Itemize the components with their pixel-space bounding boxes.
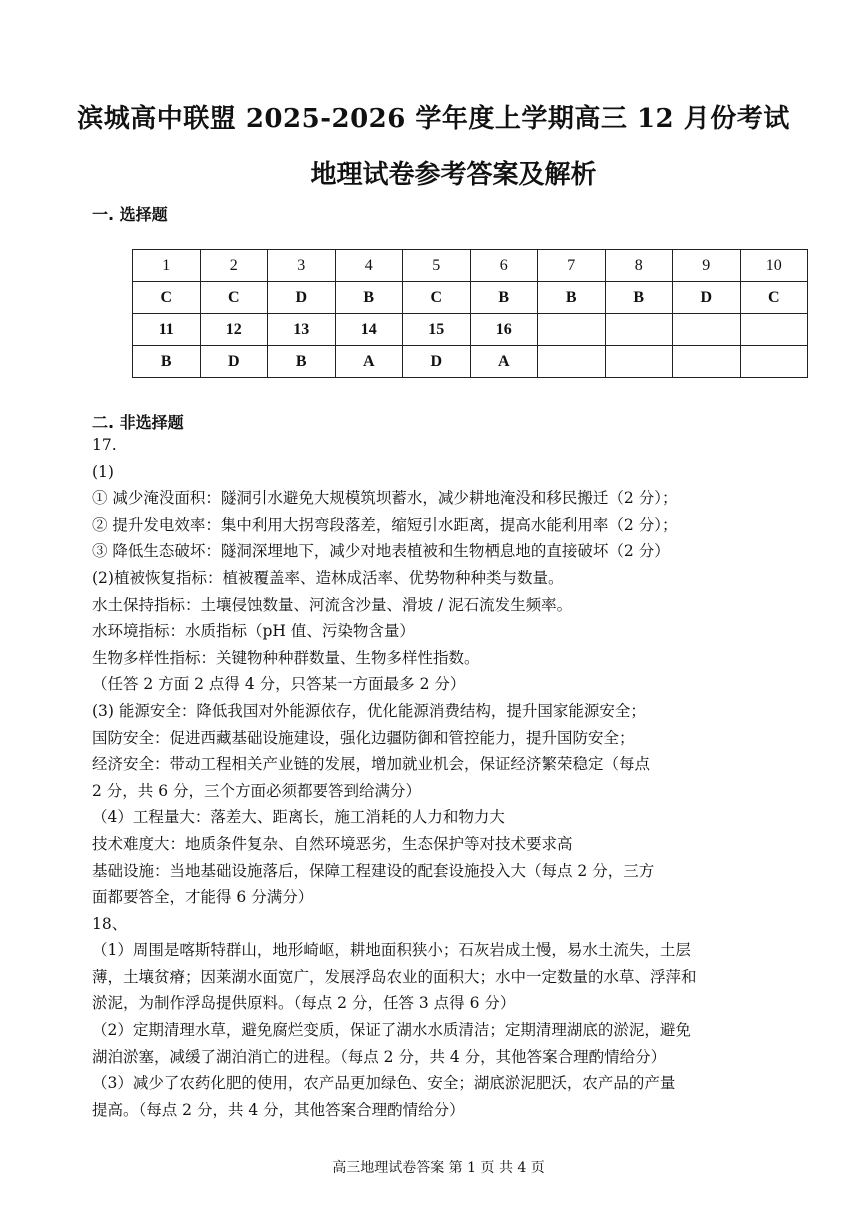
table-row [133,314,808,346]
table-cell: 4 [335,250,403,282]
table-cell: D [268,282,336,314]
answer-table [132,249,808,378]
answer-line: (2)植被恢复指标：植被覆盖率、造林成活率、优势物种种类与数量。 [92,568,564,587]
page-title: 滨城高中联盟 2025-2026 学年度上学期高三 12 月份考试 [77,104,790,134]
table-cell: B [538,282,606,314]
table-row [133,250,808,282]
answer-line: (1) [92,462,114,481]
table-cell: B [268,346,336,378]
answer-body [92,432,792,1123]
table-cell: B [470,282,538,314]
table-cell: D [403,346,471,378]
table-cell [605,314,673,346]
table-cell: B [605,282,673,314]
table-cell [538,314,606,346]
answer-line: 技术难度大：地质条件复杂、自然环境恶劣，生态保护等对技术要求高 [92,834,573,853]
page-footer: 高三地理试卷答案 第 1 页 共 4 页 [332,1160,545,1176]
table-cell [740,346,808,378]
table-cell: C [200,282,268,314]
table-cell: 5 [403,250,471,282]
table-cell: 11 [133,314,201,346]
table-cell [740,314,808,346]
answer-line: 2 分，共 6 分，三个方面必须都要答到给满分） [92,781,422,800]
table-cell: C [740,282,808,314]
table-cell: 1 [133,250,201,282]
answer-line: (3) 能源安全：降低我国对外能源依存，优化能源消费结构，提升国家能源安全； [92,701,646,720]
answer-line: ③ 降低生态破坏：隧洞深埋地下，减少对地表植被和生物栖息地的直接破坏（2 分） [92,542,670,561]
answer-line: ② 提升发电效率：集中利用大拐弯段落差，缩短引水距离，提高水能利用率（2 分）； [92,515,678,534]
answer-line: （4）工程量大：落差大、距离长，施工消耗的人力和物力大 [92,808,505,827]
answer-line: （3）减少了农药化肥的使用，农产品更加绿色、安全；湖底淤泥肥沃，农产品的产量 [92,1074,676,1093]
table-cell [605,346,673,378]
table-cell [673,346,741,378]
answer-line: 水环境指标：水质指标（pH 值、污染物含量） [92,622,415,641]
answer-line: 经济安全：带动工程相关产业链的发展，增加就业机会，保证经济繁荣稳定（每点 [92,755,651,774]
table-cell: C [133,282,201,314]
answer-line: 淤泥，为制作浮岛提供原料。（每点 2 分，任答 3 点得 6 分） [92,994,516,1013]
table-cell: 8 [605,250,673,282]
table-cell: 14 [335,314,403,346]
table-cell [673,314,741,346]
answer-line: 面都要答全，才能得 6 分满分） [92,888,314,907]
table-cell: 15 [403,314,471,346]
table-cell: D [673,282,741,314]
table-row [133,346,808,378]
table-cell: B [133,346,201,378]
table-cell: 10 [740,250,808,282]
answer-line: 薄，土壤贫瘠；因莱湖水面宽广，发展浮岛农业的面积大；水中一定数量的水草、浮萍和 [92,967,697,986]
table-cell: 13 [268,314,336,346]
table-cell: 16 [470,314,538,346]
answer-line: 湖泊淤塞，减缓了湖泊消亡的进程。（每点 2 分，共 4 分，其他答案合理酌情给分） [92,1047,667,1066]
table-cell [538,346,606,378]
section-heading-choice: 一. 选择题 [92,205,168,224]
answer-line: 17. [92,436,117,454]
answer-line: 水土保持指标：土壤侵蚀数量、河流含沙量、滑坡 / 泥石流发生频率。 [92,595,573,614]
answer-line: 提高。（每点 2 分，共 4 分，其他答案合理酌情给分） [92,1100,465,1119]
table-cell: 3 [268,250,336,282]
section-heading-nonchoice: 二. 非选择题 [92,413,184,432]
answer-line: （2）定期清理水草，避免腐烂变质，保证了湖水水质清洁；定期清理湖底的淤泥，避免 [92,1021,691,1040]
table-cell: 2 [200,250,268,282]
table-cell: C [403,282,471,314]
answer-line: 基础设施：当地基础设施落后，保障工程建设的配套设施投入大（每点 2 分，三方 [92,861,655,880]
table-cell: 7 [538,250,606,282]
table-cell: 12 [200,314,268,346]
table-row [133,282,808,314]
answer-line: （1）周围是喀斯特群山，地形崎岖，耕地面积狭小；石灰岩成土慢，易水土流失，土层 [92,941,691,960]
table-cell: A [470,346,538,378]
answer-line: ① 减少淹没面积：隧洞引水避免大规模筑坝蓄水，减少耕地淹没和移民搬迁（2 分）； [92,489,678,508]
table-cell: 6 [470,250,538,282]
page-subtitle: 地理试卷参考答案及解析 [310,160,597,190]
answer-line: 国防安全：促进西藏基础设施建设，强化边疆防御和管控能力，提升国防安全； [92,728,635,747]
answer-line: （任答 2 方面 2 点得 4 分，只答某一方面最多 2 分） [92,675,466,694]
answer-line: 18、 [92,914,128,933]
answer-line: 生物多样性指标：关键物种种群数量、生物多样性指数。 [92,648,480,667]
table-cell: B [335,282,403,314]
table-cell: A [335,346,403,378]
table-cell: 9 [673,250,741,282]
table-cell: D [200,346,268,378]
